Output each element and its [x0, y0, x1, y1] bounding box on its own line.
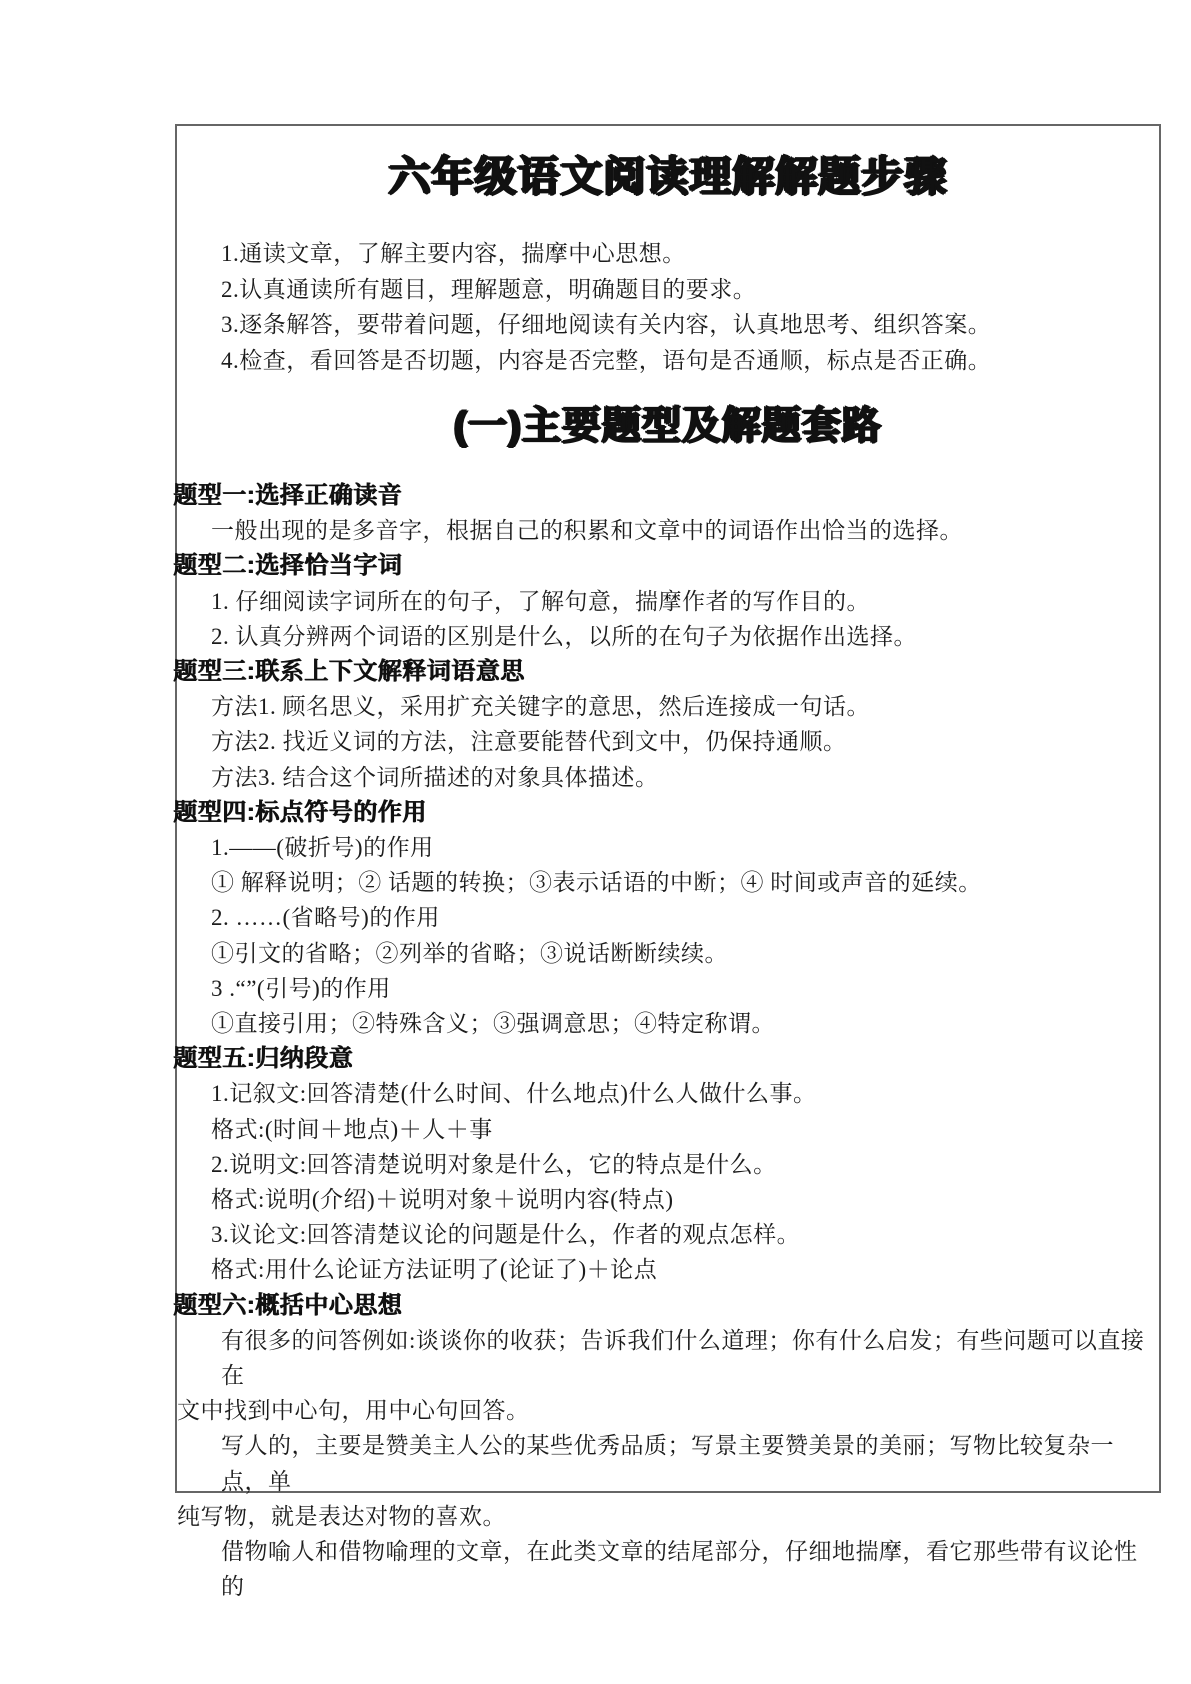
content-line: 一般出现的是多音字，根据自己的积累和文章中的词语作出恰当的选择。 [211, 518, 963, 544]
content-line: 2.说明文:回答清楚说明对象是什么，它的特点是什么。 [211, 1151, 777, 1177]
content-line: 2. ……(省略号)的作用 [211, 905, 440, 931]
paragraph-line: 纯写物，就是表达对物的喜欢。 [177, 1503, 506, 1529]
content-body [173, 478, 1159, 1605]
intro-step: 1.通读文章，了解主要内容，揣摩中心思想。 [221, 241, 686, 266]
document-sheet [173, 124, 1161, 1600]
paragraph-line: 有很多的问答例如:谈谈你的收获；告诉我们什么道理；你有什么启发；有些问题可以直接在 [221, 1327, 1145, 1389]
content-line: 格式:用什么论证方法证明了(论证了)＋论点 [211, 1257, 658, 1283]
content-line: 方法1. 顾名思义，采用扩充关键字的意思，然后连接成一句话。 [211, 694, 870, 720]
paragraph-line: 写人的，主要是赞美主人公的某些优秀品质；写景主要赞美景的美丽；写物比较复杂一点，单 [221, 1433, 1114, 1494]
section-title: (一)主要题型及解题套路 [454, 405, 882, 448]
paragraph-line: 文中找到中心句，用中心句回答。 [177, 1398, 530, 1424]
type-heading-6: 题型六:概括中心思想 [173, 1291, 402, 1319]
type-heading-1: 题型一:选择正确读音 [173, 482, 402, 509]
doc-title: 六年级语文阅读理解解题步骤 [388, 153, 948, 200]
content-line: 格式:(时间＋地点)＋人＋事 [211, 1116, 493, 1142]
intro-step: 2.认真通读所有题目，理解题意，明确题目的要求。 [221, 276, 757, 302]
content-line: 3 .“”(引号)的作用 [211, 975, 391, 1001]
type-heading-5: 题型五:归纳段意 [173, 1045, 353, 1073]
content-line: 1.记叙文:回答清楚(什么时间、什么地点)什么人做什么事。 [211, 1081, 817, 1107]
content-line: 1. 仔细阅读字词所在的句子，了解句意，揣摩作者的写作目的。 [211, 588, 870, 614]
content-line: ①引文的省略；②列举的省略；③说话断断续续。 [211, 940, 728, 966]
type-heading-2: 题型二:选择恰当字词 [173, 552, 402, 580]
paragraph-line: 借物喻人和借物喻理的文章，在此类文章的结尾部分，仔细地揣摩，看它那些带有议论性的 [221, 1539, 1138, 1600]
content-line: 1.——(破折号)的作用 [211, 835, 434, 861]
type-heading-3: 题型三:联系上下文解释词语意思 [173, 658, 525, 686]
content-line: 方法3. 结合这个词所描述的对象具体描述。 [211, 764, 659, 790]
content-line: ① 解释说明；② 话题的转换；③表示话语的中断；④ 时间或声音的延续。 [211, 870, 982, 896]
intro-steps [221, 236, 1149, 378]
intro-step: 4.检查，看回答是否切题，内容是否完整，语句是否通顺，标点是否正确。 [221, 347, 992, 373]
content-line: 方法2. 找近义词的方法，注意要能替代到文中，仍保持通顺。 [211, 729, 847, 755]
type-heading-4: 题型四:标点符号的作用 [173, 798, 427, 826]
content-line: 格式:说明(介绍)＋说明对象＋说明内容(特点) [211, 1187, 674, 1213]
content-line: ①直接引用；②特殊含义；③强调意思；④特定称谓。 [211, 1011, 775, 1037]
content-line: 2. 认真分辨两个词语的区别是什么，以所的在句子为依据作出选择。 [211, 623, 917, 649]
content-line: 3.议论文:回答清楚议论的问题是什么，作者的观点怎样。 [211, 1222, 801, 1248]
intro-step: 3.逐条解答，要带着问题，仔细地阅读有关内容，认真地思考、组织答案。 [221, 312, 992, 337]
